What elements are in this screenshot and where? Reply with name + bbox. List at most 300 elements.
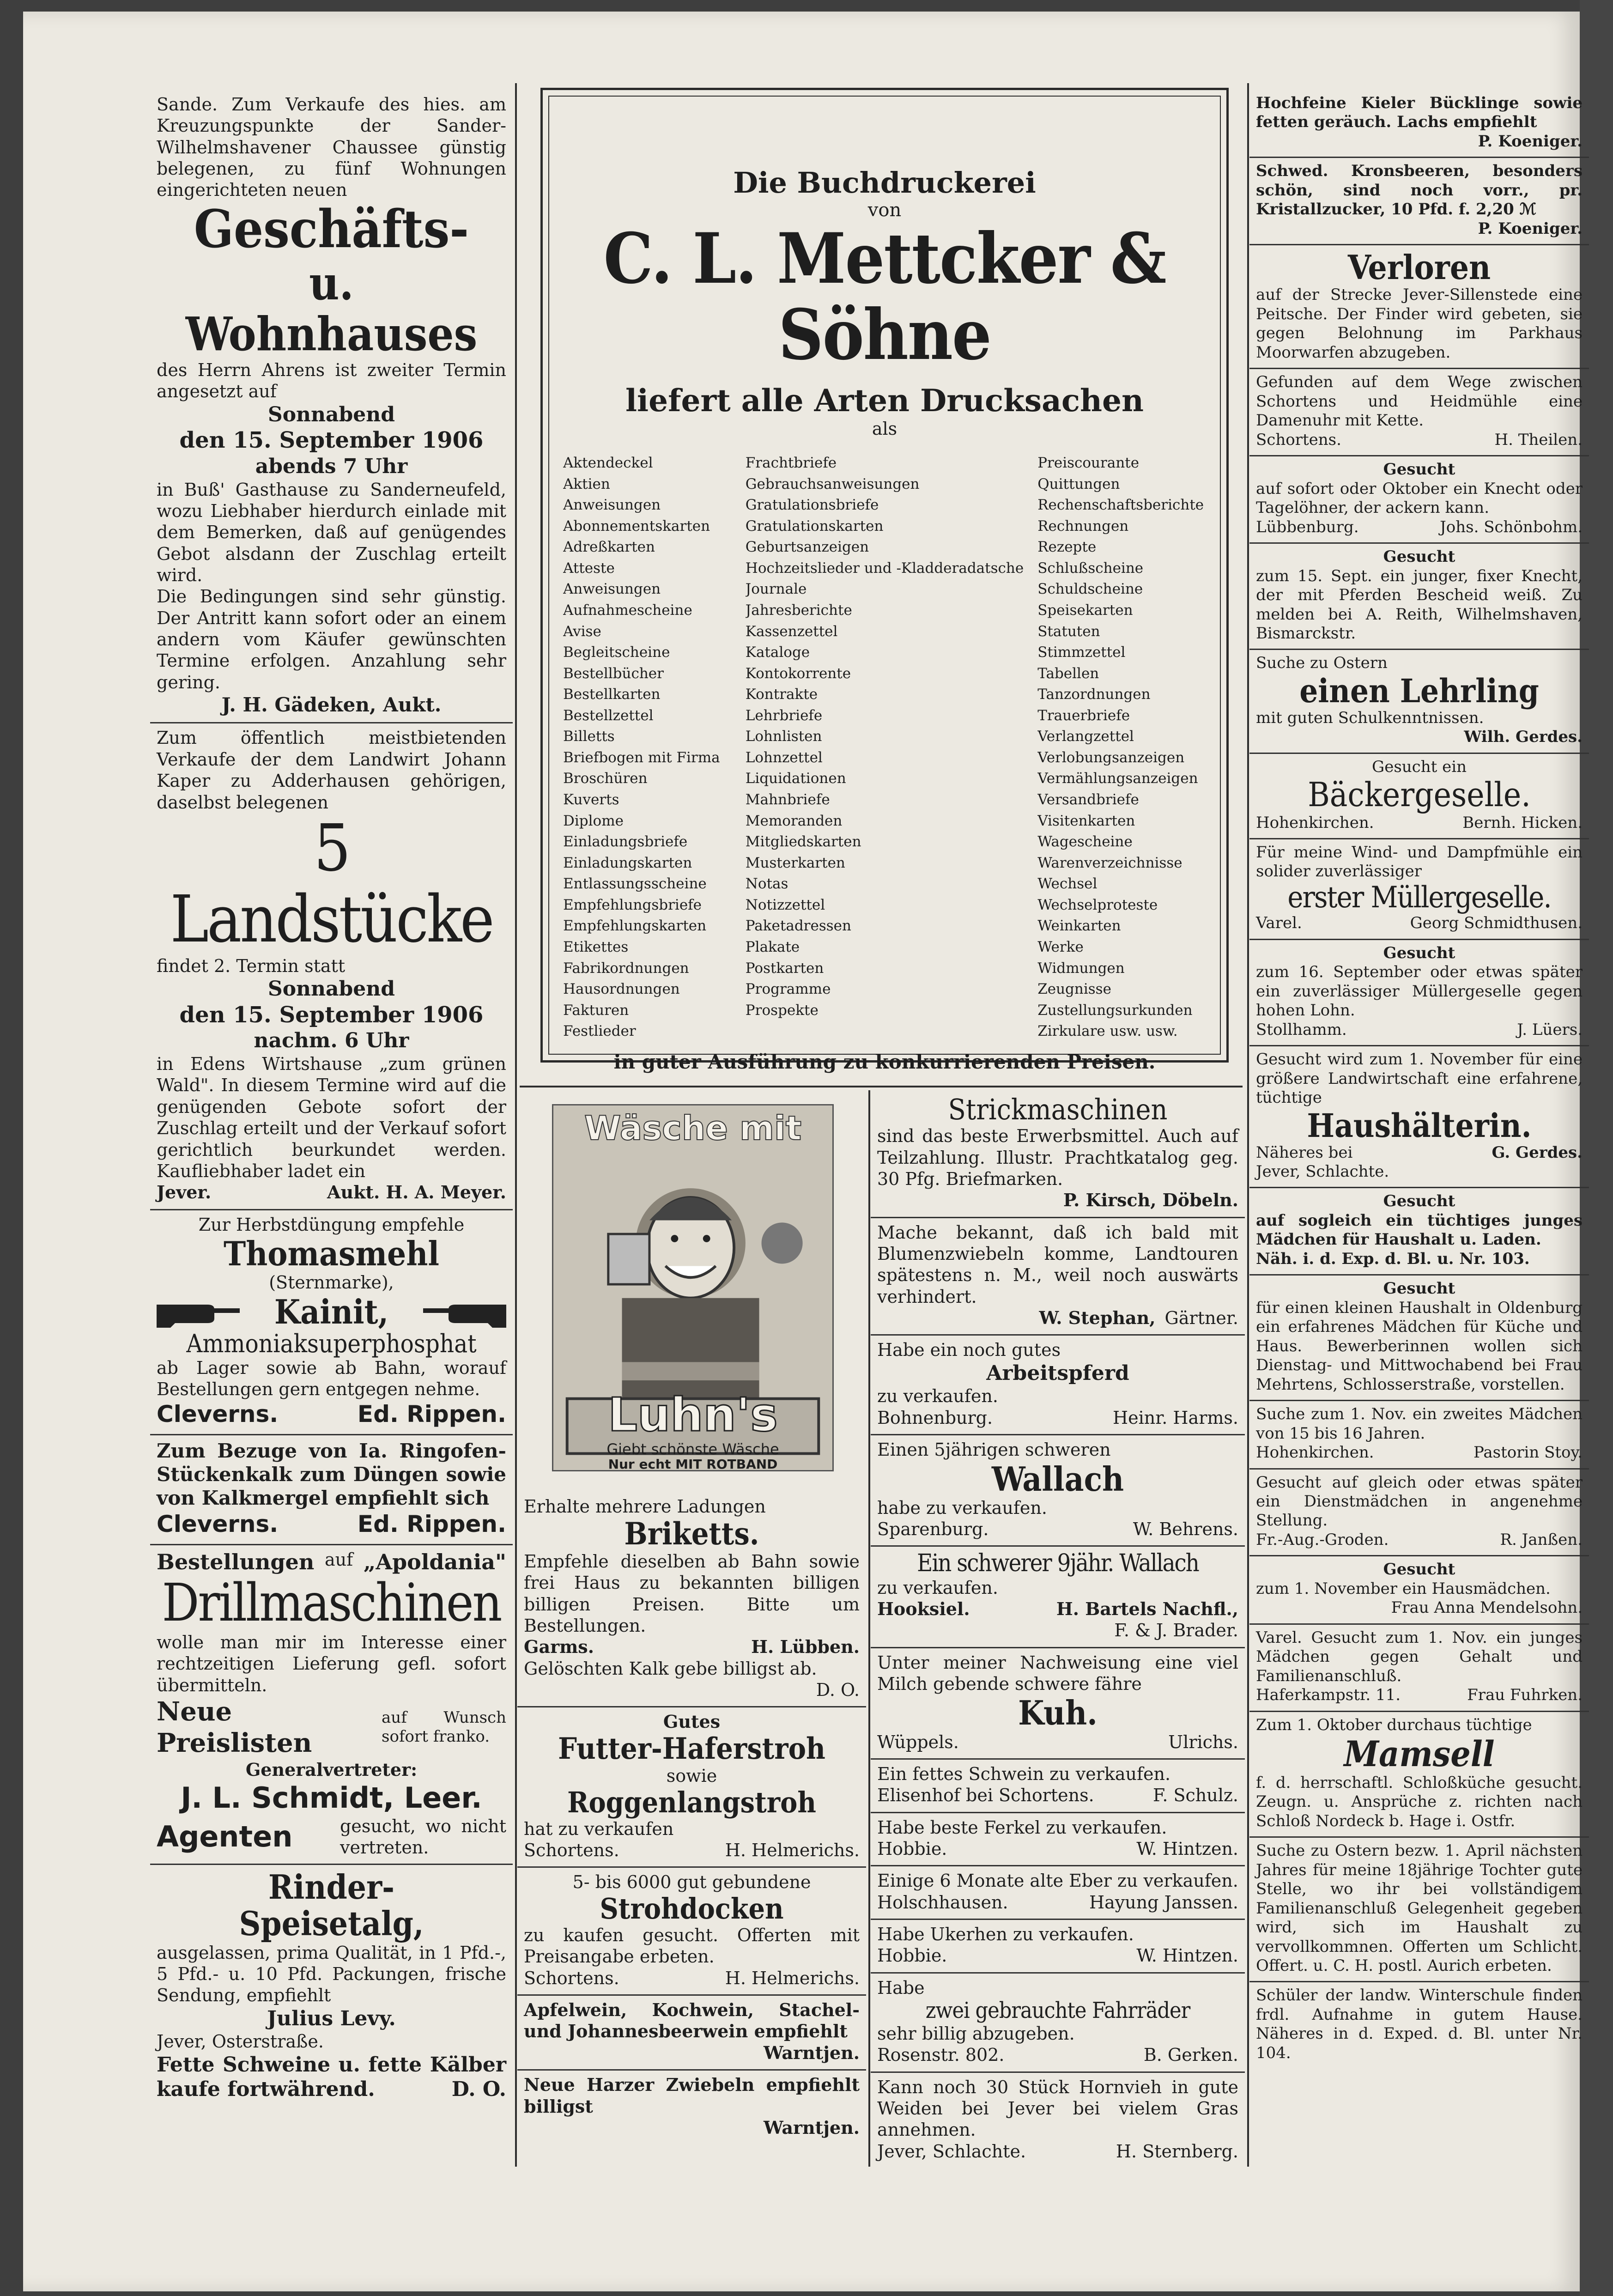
ad-text: Generalvertreter: — [245, 1759, 418, 1780]
ad-text: Die Bedingungen sind sehr günstig. Der Antritt kann sofort oder an einem andern vom Käufer gewünschten Termine erfolgen. Anzahlung sehr gering. — [157, 586, 506, 692]
ad-headline: Ein schwerer 9jähr. Wallach — [917, 1549, 1199, 1578]
sig-place: Hohenkirchen. — [1256, 813, 1374, 832]
product-list-item: Mitgliedskarten — [745, 833, 861, 850]
ad-signature — [877, 2044, 1238, 2065]
ad-text: Näh. i. d. Exp. d. Bl. u. Nr. 103. — [1256, 1249, 1530, 1268]
product-list-item: Atteste — [563, 559, 615, 577]
sig-place: Hooksiel. — [877, 1598, 970, 1619]
product-list-item: Schuldscheine — [1037, 581, 1143, 598]
ad-headline: Strickmaschinen — [948, 1093, 1168, 1126]
product-list-item: Verlangzettel — [1037, 728, 1134, 745]
product-list-item: Tanzordnungen — [1037, 686, 1151, 703]
luhns-poster-image — [552, 1104, 834, 1471]
product-list-item: Visitenkarten — [1037, 812, 1135, 829]
ad-signature — [877, 1598, 1238, 1620]
product-list-item: Notizzettel — [745, 896, 825, 913]
ad-text: Jever, Schlachte. — [1256, 1162, 1389, 1181]
ad-text: auf — [324, 1549, 353, 1570]
sig-place: Cleverns. — [157, 1510, 279, 1537]
product-list-item: Festlieder — [563, 1023, 636, 1040]
product-list-item: Programme — [745, 981, 831, 998]
product-list-item: Gratulationsbriefe — [745, 497, 879, 514]
product-list-item: Lohnlisten — [745, 728, 822, 745]
ad-signature — [1256, 431, 1583, 449]
product-list-item: Musterkarten — [745, 854, 845, 871]
ad-text: Suche zum 1. Nov. ein zweites Mädchen von 15 bis 16 Jahren. — [1256, 1405, 1583, 1443]
sig-name: F. Schulz. — [1152, 1785, 1238, 1806]
pointing-hand-icon — [423, 1295, 506, 1328]
ad-text: als — [872, 419, 897, 439]
product-list-item: Hochzeitslieder und -Kladderadatsche — [745, 559, 1024, 577]
product-list-item: Postkarten — [745, 960, 824, 977]
ad-thomasmehl — [150, 1210, 513, 1435]
sig-name: Ed. Rippen. — [357, 1510, 506, 1537]
ad-text: Näheres bei — [1256, 1143, 1353, 1162]
product-list-item: Anweisungen — [563, 497, 661, 514]
ad-text: Zum Bezuge von Ia. Ringofen-Stückenkalk zum Düngen sowie von Kalkmergel empfiehlt sich — [157, 1439, 506, 1510]
sig-place: Schortens. — [524, 1968, 619, 1988]
ad-headline: Bäckergeselle. — [1308, 775, 1531, 814]
product-list — [563, 453, 1206, 1042]
product-list-item: Aktendeckel — [563, 455, 653, 471]
ad-text: ab Lager sowie ab Bahn, worauf Bestellungen gern entgegen nehme. — [157, 1358, 506, 1400]
product-list-item: Preiscourante — [1037, 455, 1140, 471]
ad-text: in Buß' Gasthause zu Sanderneufeld, wozu Liebhaber hierdurch einlade mit dem Bemerken, daß auf genügendes Gebot alsdann der Zuschlag erteilt wird. — [157, 479, 506, 586]
sig-name: Ed. Rippen. — [357, 1400, 506, 1427]
product-list-item: Aktien — [563, 475, 610, 492]
ad-signature — [157, 1510, 506, 1538]
ad-apfelwein — [517, 1996, 866, 2071]
product-list-item: Plakate — [745, 938, 800, 955]
ad-text: Fette Schweine u. fette Kälber kaufe fortwährend. — [157, 2053, 506, 2102]
ad-signature — [157, 1400, 506, 1428]
product-list-col-2 — [746, 453, 1024, 1042]
sig-place: Rosenstr. 802. — [877, 2045, 1005, 2065]
ad-text: für einen kleinen Haushalt in Oldenburg ein erfahrenes Mädchen für Küche und Haus. Bewerberinnen wollen sich Dienstag- und Mittwochabend bei Frau Mehrtens, Schlosserstraße, vorstellen. — [1256, 1298, 1583, 1394]
ad-text: von — [867, 200, 902, 221]
product-list-item: Diplome — [563, 812, 624, 829]
product-list-item: Jahresberichte — [745, 601, 852, 619]
sig-place: Schortens. — [1256, 430, 1341, 449]
ad-kuh — [871, 1648, 1245, 1760]
ad-maedchen-2 — [1249, 1276, 1589, 1401]
ad-text: Erhalte mehrere Ladungen — [524, 1496, 766, 1517]
ad-dienstmaedchen — [1249, 1470, 1589, 1557]
ad-signature — [524, 1636, 860, 1658]
rule — [520, 1086, 1243, 1087]
product-list-item: Vermählungsanzeigen — [1037, 770, 1198, 787]
printing-house-ad — [540, 88, 1229, 1073]
product-list-item: Fabrikordnungen — [563, 960, 689, 977]
ad-text: Neue Preislisten — [157, 1696, 312, 1759]
ad-signature — [524, 1840, 860, 1861]
ad-signature: J. L. Schmidt, Leer. — [181, 1780, 482, 1815]
sig-place: Bohnenburg. — [877, 1407, 993, 1428]
ad-signature — [877, 1945, 1238, 1966]
ad-briketts — [517, 1492, 866, 1707]
product-list-item: Wagescheine — [1037, 833, 1133, 850]
ad-signature: Julius Levy. — [267, 2006, 396, 2030]
column-rule — [868, 1090, 870, 2167]
ad-kronsbeeren — [1249, 158, 1589, 245]
ad-haushaelterin — [1249, 1046, 1589, 1188]
ad-text: Zum 1. Oktober durchaus tüchtige — [1256, 1715, 1532, 1734]
product-list-item: Quittungen — [1037, 475, 1120, 492]
ad-headline: Haushälterin. — [1307, 1106, 1532, 1145]
product-list-item: Paketadressen — [745, 917, 851, 935]
ad-headline: Roggenlangstroh — [567, 1785, 816, 1819]
ad-text — [1256, 1143, 1583, 1162]
sig-place: Hobbie. — [877, 1839, 947, 1859]
ad-headline: Verloren — [1347, 248, 1491, 287]
pointing-hand-icon — [157, 1295, 240, 1328]
ad-headline: Kuh. — [1018, 1693, 1098, 1733]
ad-drillmaschinen — [150, 1545, 513, 1865]
product-list-item: Versandbriefe — [1037, 791, 1139, 808]
ad-signature: F. & J. Brader. — [1114, 1620, 1238, 1641]
ad-signature: Frau Anna Mendelsohn. — [1391, 1598, 1583, 1617]
ad-hausmaedchen — [1249, 1556, 1589, 1624]
ad-text: zum 16. September oder etwas später ein zuverlässiger Müllergeselle gegen hohen Lohn. — [1256, 963, 1583, 1020]
ad-signature — [877, 1892, 1238, 1913]
ad-text: Jever, Osterstraße. — [157, 2031, 324, 2052]
ad-verloren — [1249, 245, 1589, 369]
column-1 — [150, 90, 513, 2169]
ad-text: zum 15. Sept. ein junger, fixer Knecht, der mit Pferden Bescheid weiß. Zu melden bei A. Reith, Wilhelmshaven, Bismarckstr. — [1256, 566, 1583, 643]
ad-text: Bestellungen — [157, 1549, 315, 1574]
poster-tagline: Giebt schönste Wäsche — [606, 1440, 779, 1458]
sig-place: Fr.-Aug.-Groden. — [1256, 1530, 1389, 1549]
product-list-item: Avise — [563, 623, 601, 640]
ad-schueler — [1249, 1982, 1589, 2068]
ad-text: hat zu verkaufen — [524, 1818, 674, 1839]
sig-place: Lübbenburg. — [1256, 517, 1359, 536]
ad-headline: Arbeitspferd — [986, 1361, 1129, 1385]
product-list-item: Schlußscheine — [1037, 559, 1144, 577]
sig-name: Hayung Janssen. — [1089, 1892, 1238, 1913]
sig-name: H. Sternberg. — [1116, 2141, 1238, 2162]
product-list-item: Wechsel — [1037, 875, 1098, 893]
product-list-item: Zustellungsurkunden — [1037, 1002, 1193, 1019]
ad-lehrling — [1249, 650, 1589, 753]
product-list-item: Broschüren — [563, 770, 648, 787]
ad-text: Zur Herbstdüngung empfehle — [198, 1214, 465, 1235]
product-list-item: Billetts — [563, 728, 615, 745]
sig-place: Wüppels. — [877, 1731, 959, 1752]
ad-signature — [1256, 1020, 1583, 1039]
ad-text: auf sofort oder Oktober ein Knecht oder Tagelöhner, der ackern kann. — [1256, 479, 1583, 517]
poster-brand: Luhn's — [608, 1388, 778, 1442]
ad-ukerhen — [871, 1920, 1245, 1974]
ad-signature: Wilh. Gerdes. — [1464, 728, 1583, 747]
sig-place: Schortens. — [524, 1840, 619, 1861]
product-list-item: Einladungsbriefe — [563, 833, 688, 850]
ad-text: Suche zu Ostern bezw. 1. April nächsten Jahres für meine 18jährige Tochter gute Stelle, wo ihr bei vollständigem Familienanschluß Gelegenheit gegeben wird, sich im Haushalt zu vervollkommnen. Offerten um Schlicht. Offert. u. C. H. postl. Aurich erbeten. — [1256, 1841, 1583, 1975]
sig-place: Cleverns. — [157, 1400, 279, 1427]
product-list-item: Verlobungsanzeigen — [1037, 749, 1185, 766]
ad-text: Apfelwein, Kochwein, Stachel- und Johannesbeerwein empfiehlt — [524, 1999, 860, 2042]
product-list-item: Kassenzettel — [745, 623, 838, 640]
ad-knecht-2 — [1249, 544, 1589, 650]
ad-signature — [1256, 518, 1583, 537]
product-list-item: Zeugnisse — [1037, 981, 1111, 998]
ad-text: Einige 6 Monate alte Eber zu verkaufen. — [877, 1871, 1238, 1891]
sig-name: G. Gerdes. — [1492, 1143, 1583, 1162]
ad-signature — [877, 2141, 1238, 2162]
ad-text: mit guten Schulkenntnissen. — [1256, 708, 1484, 727]
ad-text: Schüler der landw. Winterschule finden frdl. Aufnahme in gutem Hause. Näheres in d. Exped. d. Bl. unter Nr. 104. — [1256, 1986, 1583, 2062]
ad-headline: zwei gebrauchte Fahrräder — [925, 1998, 1190, 2024]
ad-text: Gesucht ein — [1372, 757, 1467, 776]
ad-heading: Gesucht — [1383, 547, 1455, 566]
ad-text: Habe ein noch gutes — [877, 1340, 1061, 1361]
product-list-item: Prospekte — [745, 1002, 819, 1019]
sig-name: Bernh. Hicken. — [1462, 813, 1583, 832]
ad-signature: D. O. — [451, 2077, 506, 2102]
product-list-item: Rezepte — [1037, 539, 1097, 556]
ad-text: Für meine Wind- und Dampfmühle ein solider zuverlässiger — [1256, 843, 1583, 881]
sig-place: Elisenhof bei Schortens. — [877, 1785, 1094, 1806]
product-list-item: Kontokorrente — [745, 665, 851, 682]
ad-text: Habe Ukerhen zu verkaufen. — [877, 1924, 1134, 1945]
ad-text: „Apoldania" — [363, 1549, 506, 1574]
ad-signature — [877, 1785, 1238, 1806]
ad-headline: Mamsell — [1344, 1733, 1495, 1775]
ad-text: (Sternmarke), — [269, 1272, 394, 1293]
kainit-line — [157, 1294, 506, 1330]
ad-text: Habe beste Ferkel zu verkaufen. — [877, 1817, 1167, 1838]
ad-text: Varel. Gesucht zum 1. Nov. ein junges Mädchen gegen Gehalt und Familienanschluß. — [1256, 1628, 1583, 1685]
product-list-col-1 — [563, 453, 732, 1042]
product-list-item: Trauerbriefe — [1037, 707, 1130, 724]
ad-text: Gelöschten Kalk gebe billigst ab. — [524, 1658, 817, 1679]
ad-headline: Drillmaschinen — [162, 1573, 501, 1633]
ad-signature — [877, 1519, 1238, 1540]
product-list-item: Gratulationskarten — [745, 517, 884, 535]
ad-signature — [1256, 1531, 1583, 1549]
sig-name: Pastorin Stoy. — [1474, 1443, 1583, 1462]
product-list-item: Bestellkarten — [563, 686, 661, 703]
ad-signature — [877, 1838, 1238, 1859]
ad-ferkel — [871, 1813, 1245, 1867]
sig-name: Georg Schmidthusen. — [1410, 914, 1583, 933]
ad-gefunden — [1249, 369, 1589, 456]
column-rule — [1247, 83, 1249, 2167]
product-list-item: Statuten — [1037, 623, 1100, 640]
ad-text — [157, 1549, 506, 1575]
ad-text: auf sogleich ein tüchtiges junges Mädchen für Haushalt u. Laden. — [1256, 1211, 1583, 1249]
product-list-item: Stimmzettel — [1037, 644, 1126, 661]
ad-text: Sande. Zum Verkaufe des hies. am Kreuzungspunkte der Sander-Wilhelmshavener Chaussee günstig belegenen, zu fünf Wohnungen eingerichteten neuen — [157, 94, 506, 200]
ad-text: Einen 5jährigen schweren — [877, 1440, 1111, 1460]
product-list-item: Briefbogen mit Firma — [563, 749, 720, 766]
ad-heading: Gesucht — [1383, 1279, 1455, 1298]
product-list-item: Anweisungen — [563, 581, 661, 598]
sig-place: Holschhausen. — [877, 1892, 1008, 1913]
column-3 — [871, 1090, 1245, 2167]
ad-baeckergeselle — [1249, 754, 1589, 839]
ad-text: gesucht, wo nicht vertreten. — [340, 1816, 506, 1858]
product-list-item: Kuverts — [563, 791, 619, 808]
ad-signature — [1256, 914, 1583, 933]
column-rule — [515, 83, 517, 2167]
ad-kalk — [150, 1435, 513, 1545]
ad-text: zu verkaufen. — [877, 1577, 998, 1598]
column-2-lower — [517, 1492, 866, 2167]
ad-headline: einen Lehrling — [1299, 671, 1539, 710]
ad-text: habe zu verkaufen. — [877, 1497, 1047, 1518]
sig-place: Hobbie. — [877, 1945, 947, 1966]
ad-text: auf Wunsch sofort franko. — [382, 1708, 506, 1746]
ad-headline: Kainit, — [274, 1292, 389, 1331]
ad-maedchen-1 — [1249, 1188, 1589, 1276]
product-list-item: Speisekarten — [1037, 601, 1133, 619]
sig-place: Haferkampstr. 11. — [1256, 1686, 1401, 1705]
ad-strickmaschinen — [871, 1090, 1245, 1218]
ad-headline: Die Buchdruckerei — [733, 166, 1036, 200]
ad-text: Agenten — [157, 1820, 293, 1854]
ad-text: Unter meiner Nachweisung eine viel Milch gebende schwere fähre — [877, 1652, 1238, 1695]
ad-text: Habe — [877, 1977, 925, 1998]
product-list-item: Bestellbücher — [563, 665, 664, 682]
poster-title: Wäsche mit — [584, 1109, 802, 1148]
ad-arbeitspferd — [871, 1336, 1245, 1435]
ad-headline: Thomasmehl — [224, 1233, 439, 1273]
product-list-item: Frachtbriefe — [745, 455, 837, 471]
ad-heading: Gesucht — [1383, 1560, 1455, 1579]
ad-rinder — [150, 1865, 513, 2108]
ad-signature — [1256, 1686, 1583, 1705]
ad-signature — [524, 1968, 860, 1989]
ad-date: den 15. September 1906 — [179, 1002, 484, 1028]
ad-signature — [877, 1731, 1238, 1753]
product-list-item: Empfehlungsbriefe — [563, 896, 702, 913]
product-list-item: Einladungskarten — [563, 854, 692, 871]
sig-name: B. Gerken. — [1143, 2045, 1238, 2065]
product-list-item: Lohnzettel — [745, 749, 823, 766]
sig-place: Jever. — [157, 1182, 212, 1203]
product-list-item: Entlassungsscheine — [563, 875, 707, 893]
ad-headline: Futter-Haferstroh — [558, 1731, 825, 1766]
ad-text: Gefunden auf dem Wege zwischen Schortens und Heidmühle eine Damenuhr mit Kette. — [1256, 373, 1583, 430]
ad-signature — [1256, 814, 1583, 832]
product-list-item: Warenverzeichnisse — [1037, 854, 1182, 871]
product-list-item: Journale — [745, 581, 807, 598]
product-list-item: Abonnementskarten — [563, 517, 710, 535]
sig-name: J. Lüers. — [1517, 1020, 1583, 1039]
ad-headline: u. Wohnhauses — [185, 255, 478, 361]
product-list-item: Aufnahmescheine — [563, 601, 692, 619]
ad-text: Empfehle dieselben ab Bahn sowie frei Haus zu bekannten billigen billigen Preisen. Bitte um Bestellungen. — [524, 1551, 860, 1636]
sig-name: H. Bartels Nachfl., — [1056, 1598, 1238, 1619]
product-list-item: Tabellen — [1037, 665, 1099, 682]
ad-headline: erster Müllergeselle. — [1287, 880, 1551, 915]
product-list-item: Fakturen — [563, 1002, 629, 1019]
product-list-item: Begleitscheine — [563, 644, 670, 661]
ad-headline: Rinder- — [268, 1867, 395, 1907]
ad-text: auf der Strecke Jever-Sillenstede eine Peitsche. Der Finder wird gebeten, sie gegen Belohnung im Parkhaus Moorwarfen abzugeben. — [1256, 285, 1583, 362]
product-list-item: Wechselproteste — [1037, 896, 1158, 913]
ad-zwiebeln — [517, 2071, 866, 2144]
product-list-item: Werke — [1037, 938, 1084, 955]
product-list-col-3 — [1037, 453, 1206, 1042]
ad-headline: Speisetalg, — [239, 1904, 424, 1944]
sig-name: H. Lübben. — [751, 1636, 860, 1658]
ad-date: Sonnabend — [267, 402, 395, 426]
ad-text: zum 1. November ein Hausmädchen. — [1256, 1579, 1551, 1598]
ad-schwein — [871, 1760, 1245, 1813]
sig-name: W. Hintzen. — [1136, 1839, 1238, 1859]
ad-headline: Ammoniaksuperphosphat — [186, 1329, 477, 1358]
ad-blumenzwiebeln — [871, 1218, 1245, 1336]
product-list-item: Bestellzettel — [563, 707, 654, 724]
ad-text: sind das beste Erwerbsmittel. Auch auf Teilzahlung. Illustr. Prachtkatalog geg. 30 Pfg. Briefmarken. — [877, 1126, 1238, 1189]
ad-text: Gesucht wird zum 1. November für eine größere Landwirtschaft eine erfahrene, tüchtige — [1256, 1050, 1583, 1107]
sig-name: W. Stephan, — [1039, 1307, 1156, 1329]
ad-signature: P. Koeniger. — [1478, 132, 1583, 151]
ad-headline: 5 Landstücke — [170, 810, 493, 957]
ad-text: Kann noch 30 Stück Hornvieh in gute Weiden bei Jever bei vielem Gras annehmen. — [877, 2077, 1238, 2140]
ad-text: ausgelassen, prima Qualität, in 1 Pfd.-, 5 Pfd.- u. 10 Pfd. Packungen, frische Sendung, empfiehlt — [157, 1942, 506, 2006]
ad-signature: Warntjen. — [764, 2117, 860, 2138]
ad-haferstroh — [517, 1707, 866, 1868]
ad-maedchen-3 — [1249, 1401, 1589, 1469]
ad-strohdocken — [517, 1868, 866, 1996]
ad-signature: P. Koeniger. — [1478, 219, 1583, 238]
product-list-item: Rechenschaftsberichte — [1037, 497, 1204, 514]
product-list-item: Gebrauchsanweisungen — [745, 475, 920, 492]
ad-signature: Warntjen. — [764, 2042, 860, 2063]
sig-name: Ulrichs. — [1168, 1731, 1238, 1752]
ad-headline: C. L. Mettcker & Söhne — [603, 218, 1166, 376]
column-4 — [1249, 90, 1589, 2169]
printing-house-ad-inner — [548, 96, 1221, 1073]
sig-name: H. Theilen. — [1494, 430, 1583, 449]
sig-place: Jever, Schlachte. — [877, 2141, 1026, 2162]
ad-text — [157, 1816, 506, 1859]
ad-tochter — [1249, 1838, 1589, 1982]
ad-sande — [150, 90, 513, 723]
ad-heading: Gesucht — [1383, 1192, 1455, 1211]
ad-date: Sonnabend — [267, 977, 395, 1001]
ad-signature — [877, 1307, 1238, 1329]
product-list-item: Liquidationen — [745, 770, 846, 787]
sig-name: H. Helmerichs. — [725, 1840, 860, 1861]
ad-signature: D. O. — [816, 1680, 860, 1701]
ad-text: 5- bis 6000 gut gebundene — [572, 1872, 811, 1893]
sig-name: Frau Fuhrken. — [1467, 1686, 1583, 1705]
sig-title: Gärtner. — [1164, 1308, 1238, 1329]
sig-name: Heinr. Harms. — [1113, 1407, 1238, 1428]
ad-heading: Gesucht — [1383, 460, 1455, 479]
sig-name: R. Janßen. — [1500, 1530, 1583, 1549]
ad-signature — [1256, 1443, 1583, 1462]
ad-text: Schwed. Kronsbeeren, besonders schön, sind noch vorr., pr. Kristallzucker, 10 Pfd. f. 2,20 ℳ — [1256, 162, 1583, 219]
ad-weiden — [871, 2073, 1245, 2167]
ad-text: Suche zu Ostern — [1256, 654, 1388, 673]
sig-name: Johs. Schönbohm. — [1440, 517, 1583, 536]
sig-name: Aukt. H. A. Meyer. — [327, 1182, 506, 1203]
ad-date: abends 7 Uhr — [255, 454, 408, 478]
ad-text: Gutes — [663, 1711, 721, 1732]
ad-text: Gesucht auf gleich oder etwas später ein Dienstmädchen in angenehme Stellung. — [1256, 1473, 1583, 1530]
ad-text: Ein fettes Schwein zu verkaufen. — [877, 1763, 1171, 1784]
product-list-item: Etikettes — [563, 938, 629, 955]
ad-text: in Edens Wirtshause „zum grünen Wald". In diesem Termine wird auf die genügenden Gebote sofort der Zuschlag erteilt und der Verkauf sofort gerichtlich beurkundet werden. Kaufliebhaber ladet ein — [157, 1054, 506, 1181]
product-list-item: Widmungen — [1037, 960, 1125, 977]
product-list-item: Zirkulare usw. usw. — [1037, 1023, 1178, 1040]
sig-name: H. Helmerichs. — [725, 1968, 860, 1988]
